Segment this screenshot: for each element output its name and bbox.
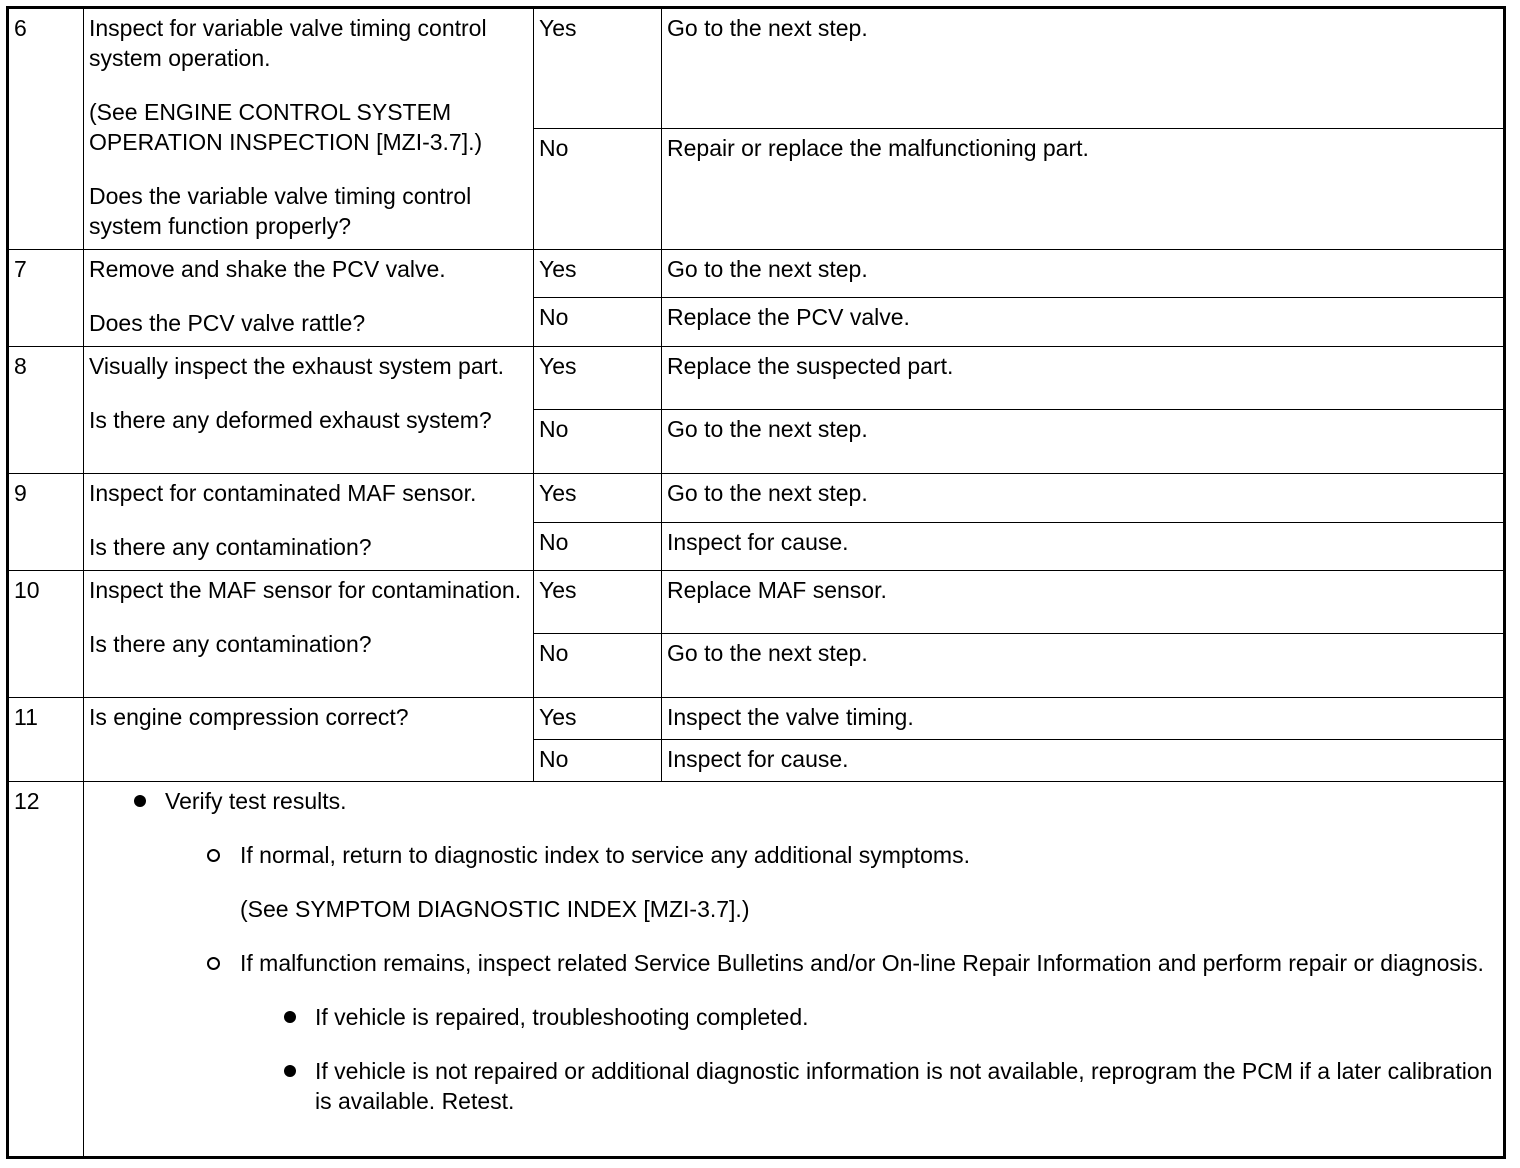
action-no: Replace the PCV valve. [662,298,1505,347]
table-row [8,250,1505,298]
malfunction-text: If malfunction remains, inspect related Service Bulletins and/or On-line Repair Information and perform repair or diagnosis. [240,950,1484,976]
inspection-text: Visually inspect the exhaust system part. [89,353,505,379]
step-number: 10 [8,571,84,698]
inspection-cell [84,698,534,782]
action-yes: Replace MAF sensor. [662,571,1505,634]
step-number: 11 [8,698,84,782]
inspection-text: Inspect for contaminated MAF sensor. [89,480,477,506]
result-yes: Yes [534,8,662,129]
result-yes: Yes [534,347,662,410]
result-no: No [534,740,662,782]
inspection-cell [84,474,534,571]
inspection-question: Is there any contamination? [89,631,372,657]
list-item-note [89,894,1498,924]
result-no: No [534,634,662,698]
result-yes: Yes [534,698,662,740]
inspection-question: Is there any deformed exhaust system? [89,407,492,433]
action-no: Inspect for cause. [662,740,1505,782]
table-row [8,347,1505,410]
step-number: 6 [8,8,84,250]
list-item [89,1056,1498,1116]
filled-bullet-icon [284,1065,296,1077]
list-item [89,948,1498,978]
table-row [8,474,1505,523]
hollow-bullet-icon [207,849,220,862]
result-yes: Yes [534,474,662,523]
normal-text: If normal, return to diagnostic index to service any additional symptoms. [240,842,970,868]
final-instructions-cell [84,782,1505,1158]
result-no: No [534,129,662,250]
step-number: 9 [8,474,84,571]
action-no: Inspect for cause. [662,523,1505,571]
result-no: No [534,523,662,571]
list-item [89,840,1498,870]
inspection-text: Inspect for variable valve timing control system operation. [89,15,487,71]
list-item [89,786,1498,816]
inspection-question: Does the PCV valve rattle? [89,310,366,336]
filled-bullet-icon [284,1011,296,1023]
action-yes: Go to the next step. [662,8,1505,129]
final-instructions [89,786,1498,1116]
table-row [8,571,1505,634]
hollow-bullet-icon [207,957,220,970]
diagnostic-procedure-table [6,6,1506,1159]
table-row [8,782,1505,1158]
action-no: Go to the next step. [662,634,1505,698]
table-row [8,698,1505,740]
inspection-cell [84,347,534,474]
action-yes: Go to the next step. [662,474,1505,523]
action-no: Repair or replace the malfunctioning part. [662,129,1505,250]
step-number: 12 [8,782,84,1158]
action-no: Go to the next step. [662,410,1505,474]
result-no: No [534,410,662,474]
action-yes: Inspect the valve timing. [662,698,1505,740]
step-number: 7 [8,250,84,347]
action-yes: Replace the suspected part. [662,347,1505,410]
verify-text: Verify test results. [165,788,347,814]
inspection-text: Inspect the MAF sensor for contamination. [89,577,522,603]
inspection-question: Is there any contamination? [89,534,372,560]
list-item [89,1002,1498,1032]
filled-bullet-icon [134,795,146,807]
table-row [8,8,1505,129]
inspection-text: Remove and shake the PCV valve. [89,256,446,282]
result-yes: Yes [534,571,662,634]
inspection-cell [84,571,534,698]
result-no: No [534,298,662,347]
action-yes: Go to the next step. [662,250,1505,298]
inspection-question: Is engine compression correct? [89,704,409,730]
inspection-cell [84,8,534,250]
inspection-reference: (See ENGINE CONTROL SYSTEM OPERATION INSPECTION [MZI-3.7].) [89,99,483,155]
result-yes: Yes [534,250,662,298]
inspection-cell [84,250,534,347]
inspection-question: Does the variable valve timing control system function properly? [89,183,472,239]
normal-reference: (See SYMPTOM DIAGNOSTIC INDEX [MZI-3.7].) [240,896,750,922]
step-number: 8 [8,347,84,474]
repaired-text: If vehicle is repaired, troubleshooting completed. [315,1004,809,1030]
not-repaired-text: If vehicle is not repaired or additional diagnostic information is not available, reprogram the PCM if a later calibration is available. Retest. [315,1058,1493,1114]
